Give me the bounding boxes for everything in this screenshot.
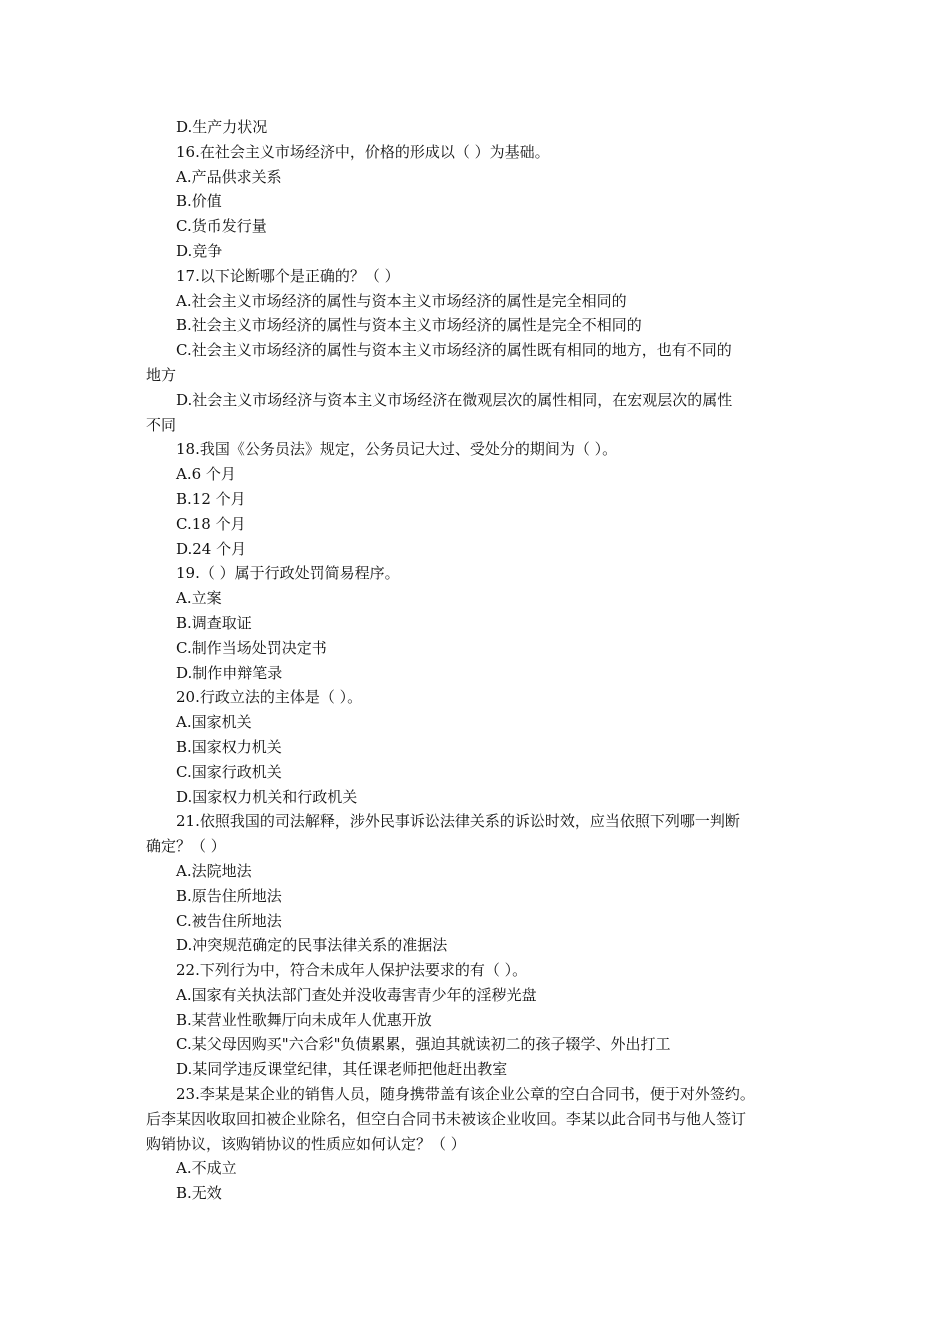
text-line: B.价值	[176, 192, 222, 211]
text-line: A.国家机关	[176, 713, 252, 732]
text-line: 17.以下论断哪个是正确的？（ ）	[176, 266, 400, 285]
text-line: 确定？（ ）	[146, 837, 226, 856]
text-line: A.国家有关执法部门查处并没收毒害青少年的淫秽光盘	[176, 985, 537, 1004]
text-line: D.24 个月	[176, 539, 247, 558]
text-line: D.社会主义市场经济与资本主义市场经济在微观层次的属性相同，在宏观层次的属性	[176, 390, 733, 409]
text-line: A.社会主义市场经济的属性与资本主义市场经济的属性是完全相同的	[176, 291, 627, 310]
text-line: B.无效	[176, 1184, 222, 1203]
text-line: C.18 个月	[176, 514, 246, 533]
text-line: 22.下列行为中，符合未成年人保护法要求的有（ ）。	[176, 961, 528, 980]
text-line: A.法院地法	[176, 861, 252, 880]
text-line: 23.李某是某企业的销售人员，随身携带盖有该企业公章的空白合同书，便于对外签约。	[176, 1085, 755, 1104]
text-line: C.某父母因购买"六合彩"负债累累，强迫其就读初二的孩子辍学、外出打工	[176, 1035, 671, 1054]
text-line: D.某同学违反课堂纪律，其任课老师把他赶出教室	[176, 1060, 508, 1079]
text-line: A.产品供求关系	[176, 167, 282, 186]
text-line: 16.在社会主义市场经济中，价格的形成以（ ）为基础。	[176, 142, 550, 161]
text-line: B.社会主义市场经济的属性与资本主义市场经济的属性是完全不相同的	[176, 316, 642, 335]
text-line: D.竞争	[176, 241, 223, 260]
text-line: 地方	[146, 365, 177, 384]
text-line: C.货币发行量	[176, 217, 267, 236]
text-line: C.社会主义市场经济的属性与资本主义市场经济的属性既有相同的地方，也有不同的	[176, 341, 732, 360]
text-line: B.调查取证	[176, 613, 252, 632]
text-line: D.生产力状况	[176, 118, 268, 136]
text-line: 18.我国《公务员法》规定，公务员记大过、受处分的期间为（ ）。	[176, 440, 618, 459]
text-line: 21.依照我国的司法解释，涉外民事诉讼法律关系的诉讼时效，应当依照下列哪一判断	[176, 812, 740, 831]
text-line: D.制作申辩笔录	[176, 663, 283, 682]
text-line: A.6 个月	[176, 465, 236, 484]
text-line: B.某营业性歌舞厅向未成年人优惠开放	[176, 1010, 432, 1029]
text-line: A.不成立	[176, 1159, 237, 1178]
text-line: C.被告住所地法	[176, 911, 282, 930]
text-line: 19.（ ）属于行政处罚简易程序。	[176, 564, 400, 583]
text-line: 20.行政立法的主体是（ ）。	[176, 688, 363, 707]
document-page	[146, 115, 810, 1206]
text-line: 不同	[146, 415, 177, 434]
text-line: D.冲突规范确定的民事法律关系的准据法	[176, 936, 448, 955]
text-line: B.原告住所地法	[176, 886, 282, 905]
text-line: 购销协议，该购销协议的性质应如何认定？（ ）	[146, 1134, 466, 1153]
text-line: B.12 个月	[176, 489, 246, 508]
text-line: B.国家权力机关	[176, 737, 282, 756]
text-line: D.国家权力机关和行政机关	[176, 787, 358, 806]
text-line: 后李某因收取回扣被企业除名，但空白合同书未被该企业收回。李某以此合同书与他人签订	[146, 1109, 747, 1128]
text-line: C.国家行政机关	[176, 762, 282, 781]
text-line: C.制作当场处罚决定书	[176, 638, 327, 657]
text-line: A.立案	[176, 589, 222, 608]
